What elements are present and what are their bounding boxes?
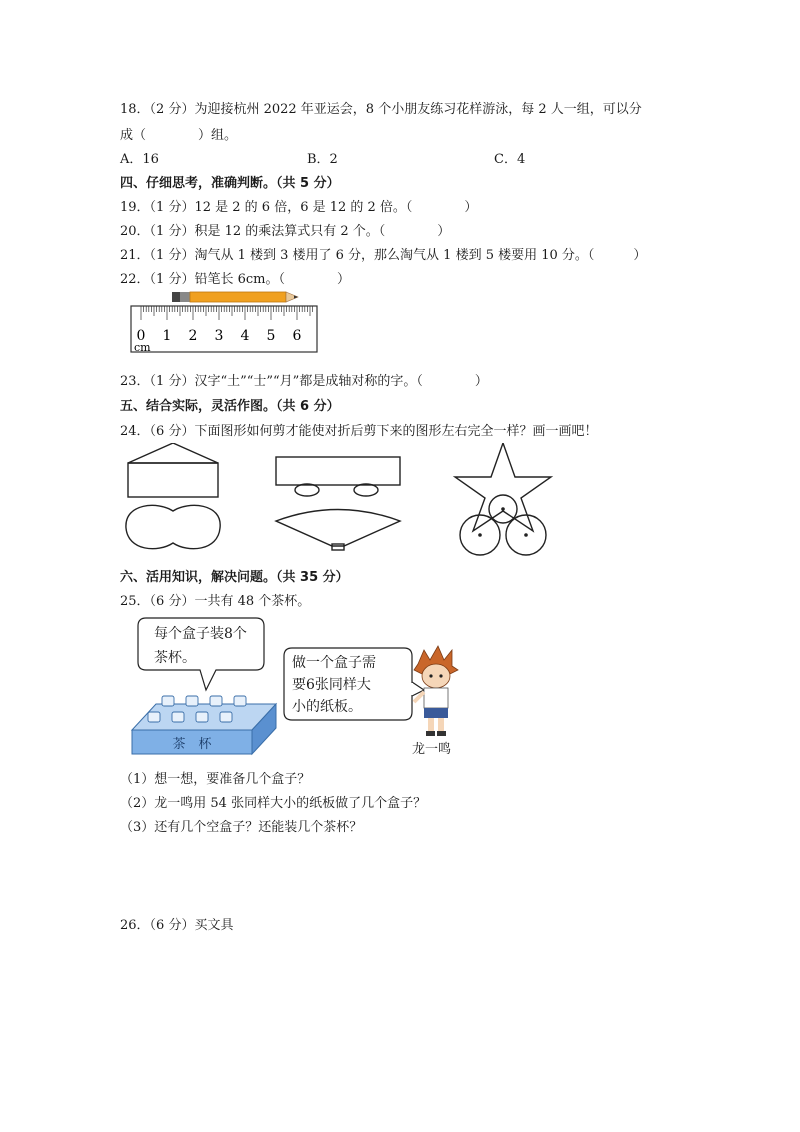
- character-name: 龙一鸣: [412, 742, 452, 757]
- pencil-icon: [172, 292, 298, 302]
- ruler-number-2: 2: [188, 328, 198, 344]
- fan-shape: [276, 510, 400, 551]
- q25-sub-question-1: （1）想一想，要准备几个盒子？: [120, 772, 311, 787]
- ruler-number-0: 0: [136, 328, 146, 344]
- bubble-1-line-1: 每个盒子装8个: [154, 626, 247, 642]
- cup-box-label: 茶 杯: [172, 737, 212, 752]
- bubble-2-line-1: 做一个盒子需: [292, 655, 376, 671]
- q18-option-a: A．16: [120, 152, 159, 167]
- q18-line2: 成（ ）组。: [120, 128, 238, 143]
- q20-text: 20．（1 分）积是 12 的乘法算式只有 2 个。（ ）: [120, 224, 451, 239]
- ruler-number-3: 3: [214, 328, 224, 344]
- house-shape: [128, 443, 218, 497]
- section-4-title: 四、仔细思考，准确判断。（共 5 分）: [120, 176, 340, 191]
- q18-option-c: C．4: [494, 152, 526, 167]
- q24-text: 24．（6 分）下面图形如何剪才能使对折后剪下来的图形左右完全一样？画一画吧！: [120, 424, 598, 439]
- bubble-1-text: [154, 622, 247, 670]
- q25-sub-question-3: （3）还有几个空盒子？还能装几个茶杯？: [120, 820, 363, 835]
- bubble-2-line-3: 小的纸板。: [292, 699, 362, 715]
- bubble-2-line-2: 要6张同样大: [292, 677, 371, 693]
- ruler-number-1: 1: [162, 328, 172, 344]
- ruler-number-4: 4: [240, 328, 250, 344]
- section-6-title: 六、活用知识，解决问题。（共 35 分）: [120, 570, 349, 585]
- q25-sub-question-2: （2）龙一鸣用 54 张同样大小的纸板做了几个盒子？: [120, 796, 427, 811]
- bubble-2-text: [292, 652, 376, 718]
- section-5-title: 五、结合实际，灵活作图。（共 6 分）: [120, 399, 340, 414]
- q24-shapes: [118, 443, 588, 558]
- ruler-pencil-figure: [128, 288, 328, 358]
- ruler-unit: cm: [134, 341, 151, 354]
- ruler-number-5: 5: [266, 328, 276, 344]
- bubble-1-line-2: 茶杯。: [154, 650, 196, 666]
- q22-text: 22．（1 分）铅笔长 6cm。（ ）: [120, 272, 350, 287]
- ruler-number-6: 6: [292, 328, 302, 344]
- q25-text: 25．（6 分）一共有 48 个茶杯。: [120, 594, 311, 609]
- q26-text: 26．（6 分）买文具: [120, 918, 234, 933]
- cart-shape: [276, 457, 400, 496]
- q18-option-b: B．2: [307, 152, 338, 167]
- q21-text: 21．（1 分）淘气从 1 楼到 3 楼用了 6 分，那么淘气从 1 楼到 5 楼要用 10 分。（ ）: [120, 248, 647, 263]
- q18-line1: 18．（2 分）为迎接杭州 2022 年亚运会，8 个小朋友练习花样游泳，每 2 人一组，可以分: [120, 102, 642, 117]
- bean-shape: [126, 505, 220, 548]
- q23-text: 23．（1 分）汉字“土”“士”“月”都是成轴对称的字。（ ）: [120, 374, 488, 389]
- three-circles-shape: [460, 495, 546, 555]
- ruler: [131, 306, 317, 354]
- q19-text: 19．（1 分）12 是 2 的 6 倍，6 是 12 的 2 倍。（ ）: [120, 200, 478, 215]
